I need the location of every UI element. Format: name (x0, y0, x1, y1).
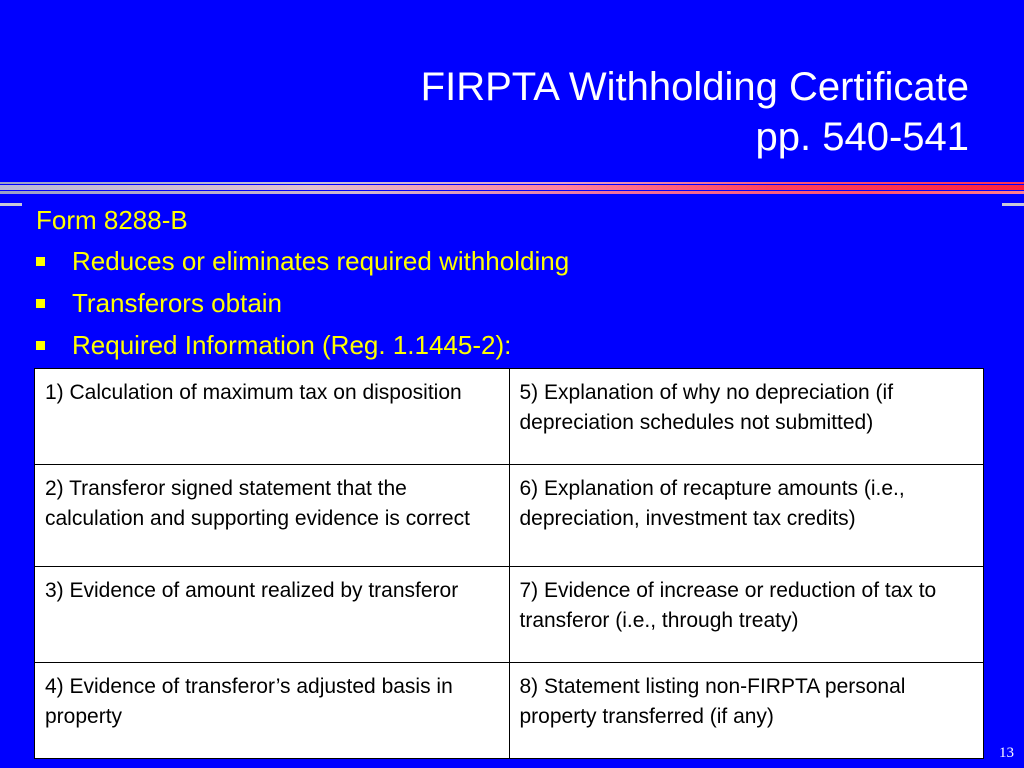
square-bullet-icon (36, 299, 45, 308)
table-row (35, 465, 984, 567)
bullet-text: Transferors obtain (72, 288, 283, 318)
bullet-text: Reduces or eliminates required withholding (72, 246, 570, 276)
square-bullet-icon (36, 257, 45, 266)
bullet-text: Required Information (Reg. 1.1445-2): (72, 330, 512, 360)
form-label: Form 8288-B (36, 205, 188, 235)
table-cell: 6) Explanation of recapture amounts (i.e., depreciation, investment tax credits) (509, 465, 984, 567)
required-information-table (34, 368, 984, 759)
page-number: 13 (999, 745, 1014, 761)
left-divider-tick (0, 203, 22, 206)
slide-title-line1: FIRPTA Withholding Certificate (420, 65, 969, 109)
square-bullet-icon (36, 341, 45, 350)
table-row (35, 369, 984, 465)
table-cell: 4) Evidence of transferor’s adjusted basis in property (35, 663, 510, 759)
table-cell: 1) Calculation of maximum tax on disposition (35, 369, 510, 465)
bullet-item (36, 240, 569, 282)
bullet-list (36, 240, 569, 366)
bullet-item (36, 324, 569, 366)
table-cell: 5) Explanation of why no depreciation (if depreciation schedules not submitted) (509, 369, 984, 465)
table-cell: 3) Evidence of amount realized by transferor (35, 567, 510, 663)
right-divider-tick (1002, 203, 1024, 206)
table-cell: 2) Transferor signed statement that the calculation and supporting evidence is correct (35, 465, 510, 567)
table-cell: 7) Evidence of increase or reduction of tax to transferor (i.e., through treaty) (509, 567, 984, 663)
slide-title-line2: pp. 540-541 (755, 115, 969, 159)
bullet-item (36, 282, 569, 324)
table-row (35, 567, 984, 663)
slide-body (36, 202, 569, 366)
slide-title (421, 62, 969, 162)
table-row (35, 663, 984, 759)
title-divider (0, 182, 1024, 198)
table-cell: 8) Statement listing non-FIRPTA personal property transferred (if any) (509, 663, 984, 759)
